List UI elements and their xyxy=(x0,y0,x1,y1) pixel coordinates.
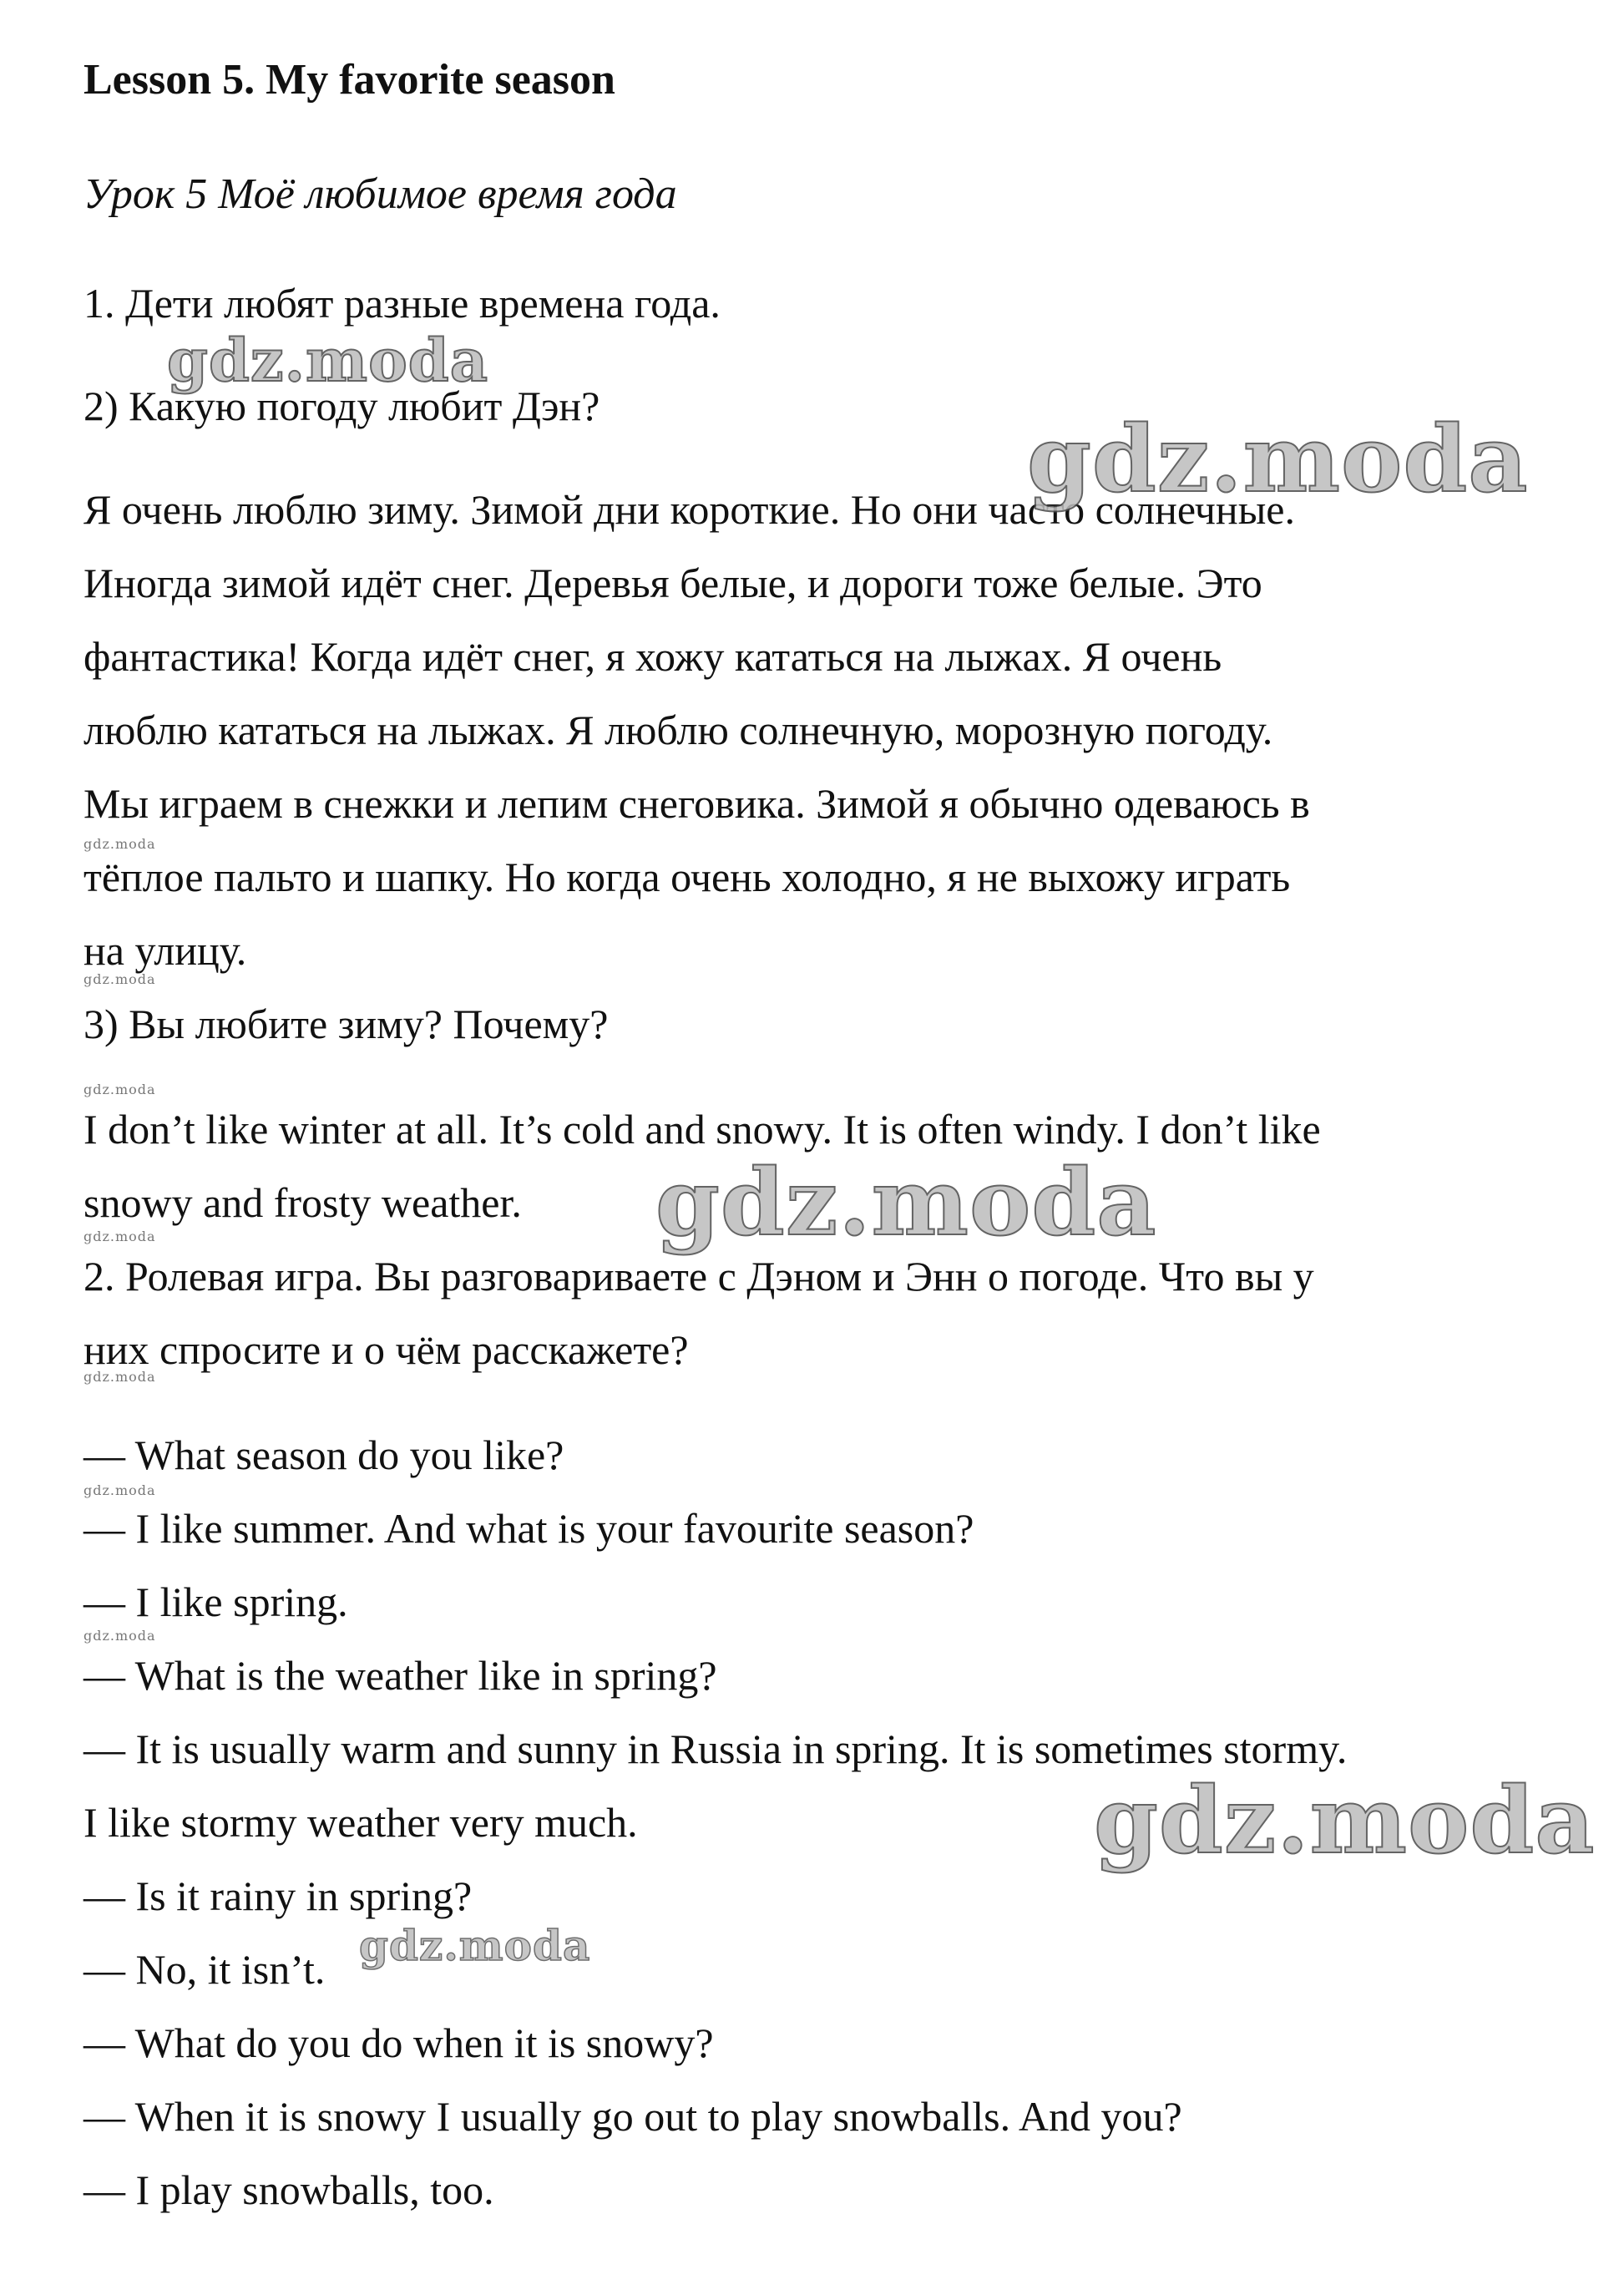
watermark: gdz.moda xyxy=(83,1628,156,1644)
question-2: 2) Какую погоду любит Дэн? xyxy=(83,383,600,429)
lesson-subtitle: Урок 5 Моё любимое время года xyxy=(83,170,677,218)
paragraph-line: Иногда зимой идёт снег. Деревья белые, и дороги тоже белые. Это xyxy=(83,560,1262,606)
watermark: gdz.moda xyxy=(359,1921,591,1970)
dialogue-line: — Is it rainy in spring? xyxy=(83,1872,473,1919)
dialogue-line: — No, it isn’t. xyxy=(83,1946,326,1993)
paragraph-line: Мы играем в снежки и лепим снеговика. Зимой я обычно одеваюсь в xyxy=(83,780,1310,827)
watermark: gdz.moda xyxy=(655,1148,1157,1256)
question-3: 3) Вы любите зиму? Почему? xyxy=(83,1001,609,1047)
dialogue-line: — What season do you like? xyxy=(83,1431,564,1478)
watermark: gdz.moda xyxy=(1027,405,1529,513)
watermark: gdz.moda xyxy=(83,971,156,987)
watermark: gdz.moda xyxy=(167,326,489,395)
paragraph-line: тёплое пальто и шапку. Но когда очень холодно, я не выхожу играть xyxy=(83,854,1291,900)
paragraph-line: люблю кататься на лыжах. Я люблю солнечную, морозную погоду. xyxy=(83,707,1273,753)
watermark: gdz.moda xyxy=(83,836,156,852)
watermark: gdz.moda xyxy=(83,1229,156,1244)
dialogue-line: — I play snowballs, too. xyxy=(83,2166,494,2213)
watermark: gdz.moda xyxy=(83,1369,156,1385)
watermark: gdz.moda xyxy=(1094,1766,1596,1874)
answer-line: snowy and frosty weather. xyxy=(83,1179,522,1226)
dialogue-line: I like stormy weather very much. xyxy=(83,1799,638,1846)
answer-line: I don’t like winter at all. It’s cold and snowy. It is often windy. I don’t like xyxy=(83,1106,1321,1153)
dialogue-line: — It is usually warm and sunny in Russia in spring. It is sometimes stormy. xyxy=(83,1725,1348,1772)
dialogue-line: — When it is snowy I usually go out to play snowballs. And you? xyxy=(83,2093,1182,2140)
watermark: gdz.moda xyxy=(83,1082,156,1097)
task-2-heading: 2. Ролевая игра. Вы разговариваете с Дэном и Энн о погоде. Что вы у xyxy=(83,1253,1314,1300)
task-1-heading: 1. Дети любят разные времена года. xyxy=(83,280,721,327)
dialogue-line: — What is the weather like in spring? xyxy=(83,1652,717,1699)
paragraph-line: Я очень люблю зиму. Зимой дни короткие. Но они часто солнечные. xyxy=(83,486,1295,533)
task-2-heading: них спросите и о чём расскажете? xyxy=(83,1326,689,1373)
lesson-title: Lesson 5. My favorite season xyxy=(83,56,615,104)
dialogue-line: — I like summer. And what is your favourite season? xyxy=(83,1505,974,1552)
paragraph-line: на улицу. xyxy=(83,927,247,974)
paragraph-line: фантастика! Когда идёт снег, я хожу кататься на лыжах. Я очень xyxy=(83,633,1222,680)
dialogue-line: — What do you do when it is snowy? xyxy=(83,2019,714,2066)
watermark: gdz.moda xyxy=(83,1482,156,1498)
dialogue-line: — I like spring. xyxy=(83,1578,348,1625)
